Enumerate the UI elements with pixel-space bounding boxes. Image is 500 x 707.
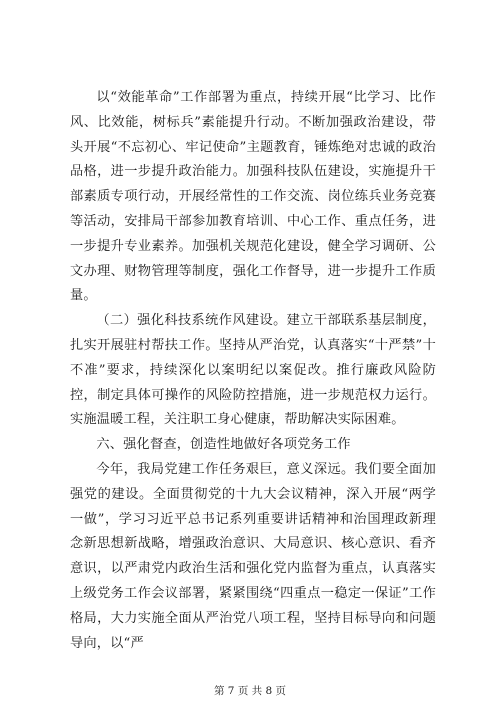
paragraph-efficiency: 以“效能革命”工作部署为重点，持续开展“比学习、比作风、比效能，树标兵”素能提升行动。不断加强政治建设，带头开展“不忘初心、牢记使命”主题教育，锤炼绝对忠诚的政治品格，进一步提升政治能力。加强科技队伍建设，实施提升干部素质专项行动，开展经常性的工作交流、岗位练兵业务竞赛等活动，安排局干部参加教育培训、中心工作、重点任务，进一步提升专业素养。加强机关规范化建设，健全学习调研、公文办理、财物管理等制度，强化工作督导，进一步提升工作质量。 xyxy=(70,90,436,304)
page-footer: 第 7 页 共 8 页 xyxy=(213,685,287,697)
section-heading: 六、强化督查，创造性地做好各项党务工作 xyxy=(96,437,351,453)
paragraph-party-building: 今年，我局党建工作任务艰巨，意义深远。我们要全面加强党的建设。全面贯彻党的十九大会议精神，深入开展“两学一做”，学习习近平总书记系列重要讲话精神和治国理政新理念新思想新战略，增强政治意识、大局意识、核心意识、看齐意识，以严肃党内政治生活和强化党内监督为重点，认真落实上级党务工作会议部署，紧紧围绕“四重点一稳定一保证”工作格局，大力实施全面从严治党八项工程，坚持目标导向和问题导向，以“严 xyxy=(70,461,436,651)
paragraph-work-style: （二）强化科技系统作风建设。建立干部联系基层制度，扎实开展驻村帮扶工作。坚持从严治党，认真落实“十严禁”十不准”要求，持续深化以案明纪以案促改。推行廉政风险防控，制定具体可操作的风险防控措施，进一步规范权力运行。实施温暖工程，关注职工身心健康，帮助解决实际困难。 xyxy=(70,313,436,428)
document-body xyxy=(70,86,436,656)
